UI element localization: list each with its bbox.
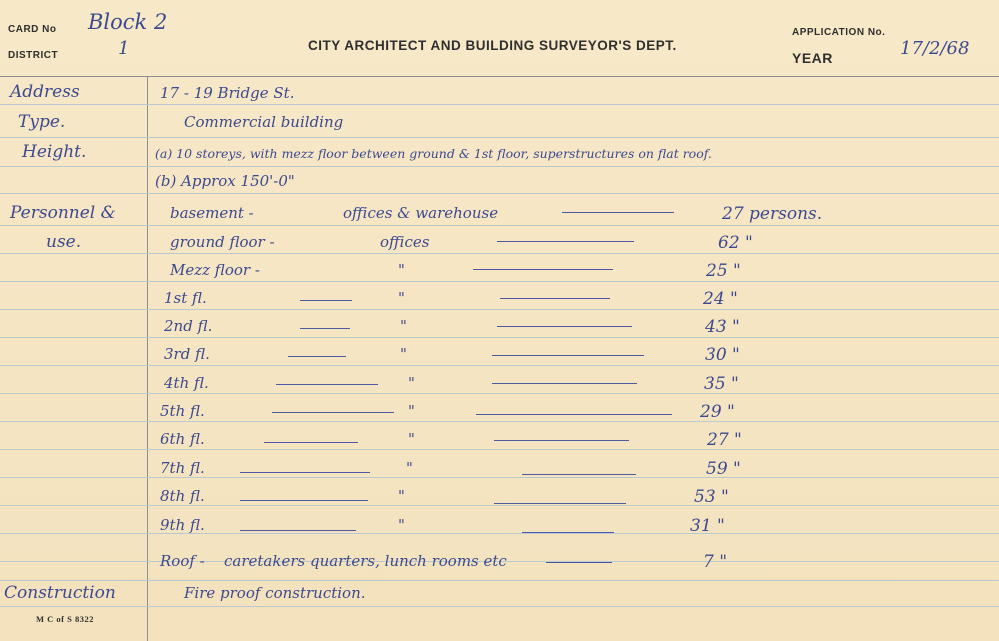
occupancy-count: 62 " — [718, 233, 753, 253]
district-label: DISTRICT — [8, 50, 59, 61]
ruled-line — [0, 606, 999, 607]
address-value: 17 - 19 Bridge St. — [160, 84, 295, 102]
height-label: Height. — [22, 142, 87, 162]
ruled-line — [0, 166, 999, 167]
occupancy-floor: 5th fl. — [160, 402, 205, 420]
fill-dash — [473, 269, 613, 270]
occupancy-floor: 3rd fl. — [164, 345, 210, 363]
ruled-line — [0, 225, 999, 226]
fill-dash — [240, 500, 368, 501]
occupancy-floor: 1st fl. — [164, 289, 207, 307]
fill-dash — [476, 414, 672, 415]
occupancy-use: " — [400, 317, 407, 335]
fill-dash — [522, 474, 636, 475]
occupancy-use: " — [398, 516, 405, 534]
occupancy-count: 30 " — [705, 345, 740, 365]
fill-dash — [272, 412, 394, 413]
fill-dash — [546, 562, 612, 563]
fill-dash — [494, 503, 626, 504]
fill-dash — [240, 530, 356, 531]
ruled-line — [0, 193, 999, 194]
ruled-line — [0, 580, 999, 581]
fill-dash — [562, 212, 674, 213]
occupancy-floor: Mezz floor - — [170, 261, 260, 279]
fill-dash — [492, 355, 644, 356]
fill-dash — [497, 326, 632, 327]
card-no-label: CARD No — [8, 24, 57, 35]
fill-dash — [288, 356, 346, 357]
occupancy-floor: 4th fl. — [164, 374, 209, 392]
occupancy-use: caretakers quarters, lunch rooms etc — [224, 552, 507, 570]
occupancy-floor: ground floor - — [170, 233, 275, 251]
ruled-line — [0, 281, 999, 282]
occupancy-use: " — [398, 289, 405, 307]
ruled-line — [0, 104, 999, 105]
occupancy-use: " — [406, 459, 413, 477]
height-b-value: (b) Approx 150'-0" — [155, 172, 295, 190]
occupancy-count: 59 " — [706, 459, 741, 479]
header-rule — [0, 76, 999, 77]
year-label: YEAR — [792, 50, 833, 66]
fill-dash — [300, 300, 352, 301]
fill-dash — [276, 384, 378, 385]
occupancy-count: 29 " — [700, 402, 735, 422]
ruled-line — [0, 477, 999, 478]
ruled-line — [0, 253, 999, 254]
occupancy-use: " — [398, 261, 405, 279]
column-divider — [147, 76, 148, 641]
occupancy-count: 25 " — [706, 261, 741, 281]
occupancy-floor: 9th fl. — [160, 516, 205, 534]
fill-dash — [497, 241, 634, 242]
ruled-line — [0, 505, 999, 506]
ruled-line — [0, 533, 999, 534]
occupancy-floor: Roof - — [160, 552, 205, 570]
ruled-line — [0, 337, 999, 338]
ruled-line — [0, 421, 999, 422]
type-value: Commercial building — [184, 113, 344, 131]
fill-dash — [300, 328, 350, 329]
occupancy-use: " — [408, 430, 415, 448]
address-label: Address — [10, 82, 80, 102]
occupancy-count: 24 " — [703, 289, 738, 309]
ruled-line — [0, 309, 999, 310]
occupancy-use: " — [408, 402, 415, 420]
form-code: M C of S 8322 — [36, 614, 94, 624]
occupancy-count: 43 " — [705, 317, 740, 337]
occupancy-count: 31 " — [690, 516, 725, 536]
district-value: 1 — [118, 38, 130, 59]
occupancy-use: offices & warehouse — [343, 204, 499, 222]
personnel-label: Personnel & — [10, 203, 116, 223]
fill-dash — [240, 472, 370, 473]
use-label: use. — [46, 232, 82, 252]
occupancy-count: 27 " — [707, 430, 742, 450]
occupancy-floor: 7th fl. — [160, 459, 205, 477]
ruled-line — [0, 137, 999, 138]
occupancy-floor: 2nd fl. — [164, 317, 213, 335]
fill-dash — [494, 440, 629, 441]
fill-dash — [264, 442, 358, 443]
occupancy-count: 27 persons. — [722, 204, 823, 224]
construction-value: Fire proof construction. — [184, 584, 366, 602]
occupancy-use: " — [408, 374, 415, 392]
ruled-line — [0, 449, 999, 450]
application-label: APPLICATION No. — [792, 27, 886, 38]
occupancy-floor: 8th fl. — [160, 487, 205, 505]
occupancy-floor: 6th fl. — [160, 430, 205, 448]
type-label: Type. — [18, 112, 66, 132]
year-value: 17/2/68 — [900, 38, 970, 59]
height-a-value: (a) 10 storeys, with mezz floor between ground & 1st floor, superstructures on flat roof. — [155, 146, 712, 161]
occupancy-floor: basement - — [170, 204, 254, 222]
fill-dash — [500, 298, 610, 299]
construction-label: Construction — [4, 583, 116, 603]
card-no-value: Block 2 — [88, 10, 168, 34]
occupancy-use: " — [400, 345, 407, 363]
occupancy-use: " — [398, 487, 405, 505]
occupancy-count: 35 " — [704, 374, 739, 394]
occupancy-count: 7 " — [703, 552, 728, 572]
occupancy-count: 53 " — [694, 487, 729, 507]
dept-title: CITY ARCHITECT AND BUILDING SURVEYOR'S DEPT. — [308, 38, 677, 53]
occupancy-use: offices — [380, 233, 430, 251]
ruled-line — [0, 365, 999, 366]
fill-dash — [522, 532, 614, 533]
ruled-line — [0, 393, 999, 394]
fill-dash — [492, 383, 637, 384]
